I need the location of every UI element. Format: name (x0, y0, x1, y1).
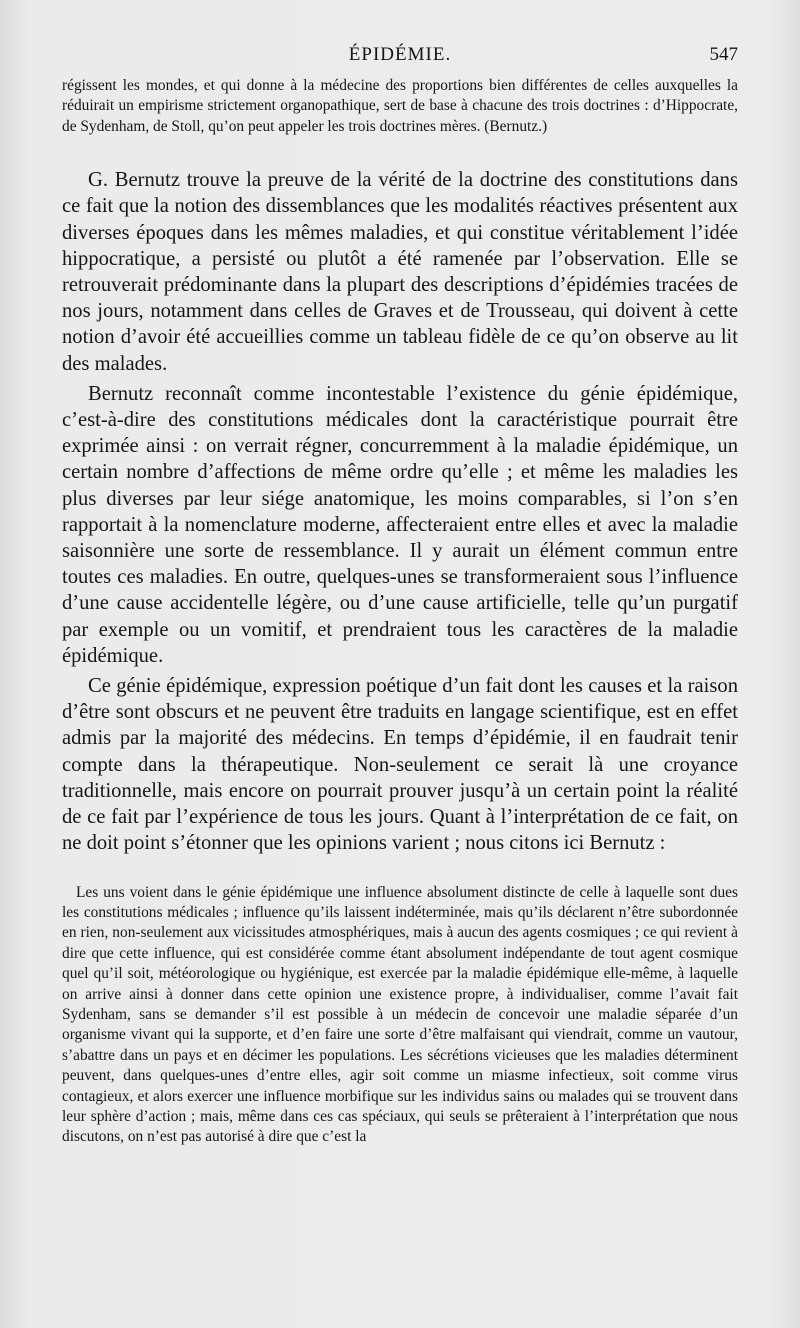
paragraph-3: Ce génie épidémique, expression poétique d’un fait dont les causes et la raison d’être sont obscurs et ne peuvent être traduits en langage scientifique, est en effet admis par la majorité des médecins. En temps d’épidémie, il en faudrait tenir compte dans la thérapeutique. Non-seulement ce serait là une croyance traditionnelle, mais encore on pourrait prouver jusqu’à un certain point la réalité de ce fait par l’expérience de tous les jours. Quant à l’interprétation de ce fait, on ne doit point s’étonner que les opinions varient ; nous citons ici Bernutz : (62, 675, 738, 855)
running-title: ÉPIDÉMIE. (348, 44, 452, 65)
paragraph-1: G. Bernutz trouve la preuve de la vérité de la doctrine des constitutions dans ce fait que la notion des dissemblances que les modalités réactives présentent aux diverses époques dans les mêmes maladies, et qui constitue véritablement l’idée hippocratique, a persisté ou plutôt a été ramenée par l’observation. Elle se retrouverait prédominante dans la plupart des descriptions d’épidémies tracées de nos jours, notamment dans celles de Graves et de Trousseau, qui doivent à cette notion d’avoir été accueillies comme un tableau fidèle de ce qu’on observe au lit des malades. (62, 169, 738, 375)
top-note: régissent les mondes, et qui donne à la médecine des proportions bien différentes de celles auxquelles la réduirait un empirisme strictement organopathique, sert de base à chacune des trois doctrines : d’Hippocrate, de Sydenham, de Stoll, qu’on peut appeler les trois doctrines mères. (Bernutz.) (62, 77, 738, 135)
page-header (62, 44, 738, 76)
page-number: 547 (709, 44, 738, 65)
block-quote: Les uns voient dans le génie épidémique une influence absolument distincte de celle à laquelle sont dues les constitutions médicales ; influence qu’ils laissent indéterminée, mais qu’ils déclarent n’être subordonnée en rien, non-seulement aux vicissitudes atmosphériques, mais à aucun des agents cosmiques ; ce qui revient à dire que cette influence, qui est considérée comme étant absolument indépendante de tout agent cosmique quel qu’il soit, météorologique ou hygiénique, est exercée par la maladie épidémique elle-même, à laquelle on arrive ainsi à donner dans cette opinion une existence propre, à individualiser, comme l’avait fait Sydenham, sans se demander s’il est possible à un médecin de concevoir une maladie séparée d’un organisme vivant qui la supporte, et d’en faire une sorte d’être malfaisant qui viendrait, comme un vautour, s’abattre dans un pays et en décimer les populations. Les sécrétions vicieuses que les maladies déterminent peuvent, dans quelques-unes d’entre elles, agir soit comme un miasme infectieux, soit comme virus contagieux, et alors exercer une influence morbifique sur les individus sains ou malades qui se trouvent dans leur sphère d’action ; mais, même dans ces cas spéciaux, qui seuls se prêteraient à l’interprétation que nous discutons, on n’est pas autorisé à dire que c’est la (62, 883, 738, 1146)
paragraph-2: Bernutz reconnaît comme incontestable l’existence du génie épidémique, c’est-à-dire des constitutions médicales dont la caractéristique pourrait être exprimée ainsi : on verrait régner, concurremment à la maladie épidémique, un certain nombre d’affections de même ordre qu’elle ; et même les maladies les plus diverses par leur siége anatomique, les moins comparables, si l’on s’en rapportait à la nomenclature moderne, affecteraient entre elles et avec la maladie saisonnière une sorte de ressemblance. Il y aurait un élément commun entre toutes ces maladies. En outre, quelques-unes se transformeraient sous l’influence d’une cause accidentelle légère, ou d’une cause artificielle, telle qu’un purgatif par exemple ou un vomitif, et prendraient tous les caractères de la maladie épidémique. (62, 382, 738, 667)
